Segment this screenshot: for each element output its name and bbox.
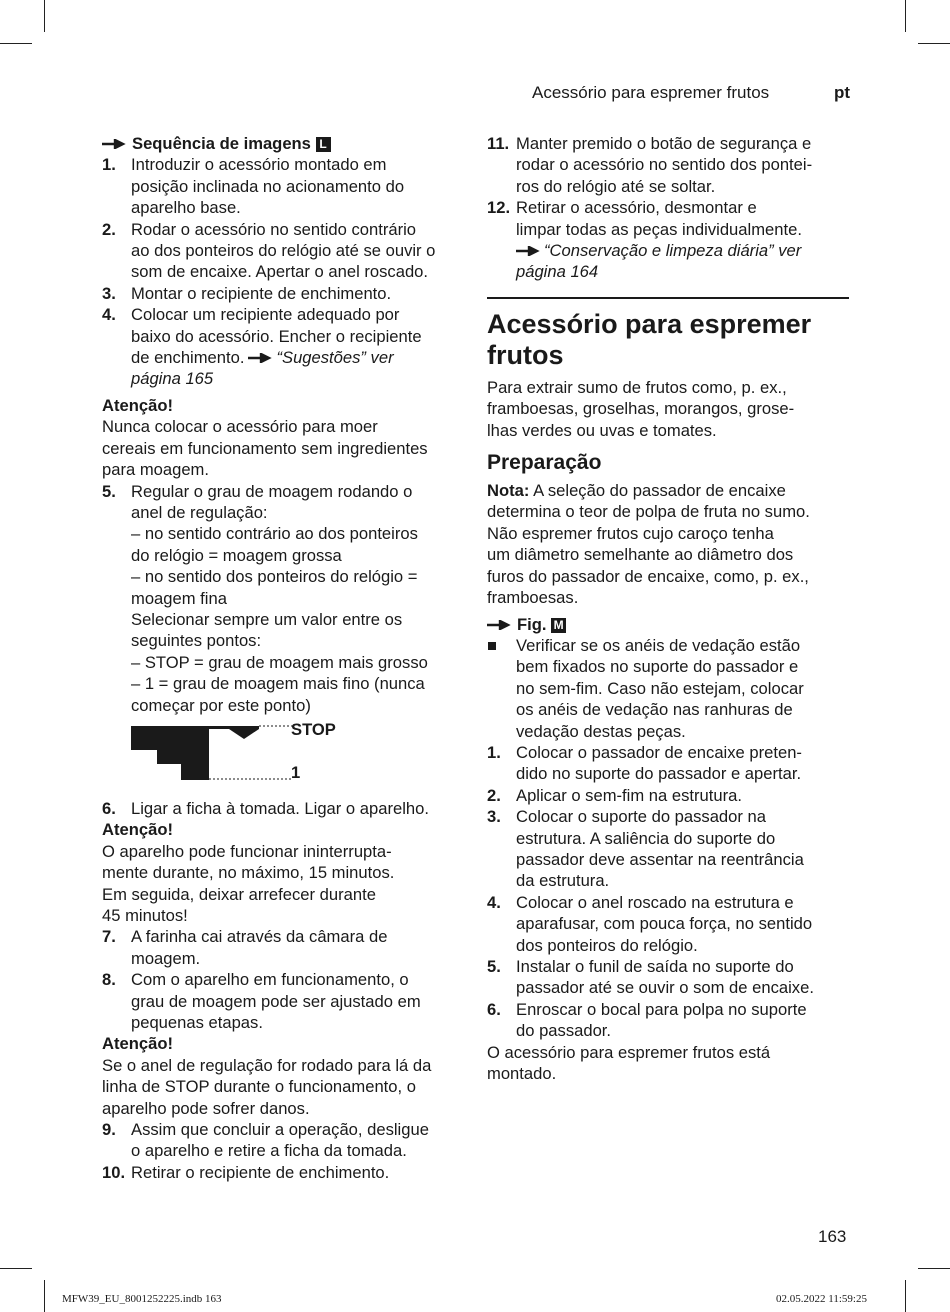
list-item [487, 956, 849, 999]
text-line: O aparelho pode funcionar ininterrupta- [102, 841, 392, 861]
figure-letter: L [316, 137, 331, 152]
step-number: 6. [487, 999, 501, 1019]
text-line: Colocar um recipiente adequado por [131, 305, 400, 325]
warning-text [102, 1055, 464, 1119]
step-text [131, 219, 464, 283]
text-line: para moagem. [102, 460, 209, 480]
cross-reference: página 165 [131, 369, 214, 389]
text-line: determina o teor de polpa de fruta no sumo. [487, 502, 810, 522]
bullet-text [516, 635, 849, 742]
text-line: estrutura. A saliência do suporte do [516, 828, 776, 848]
step-number: 5. [102, 481, 116, 501]
step-number: 8. [102, 970, 116, 990]
step-text [131, 969, 464, 1033]
text-line: A seleção do passador de encaixe [529, 481, 786, 501]
list-item [487, 197, 849, 283]
steps-list [487, 742, 849, 1042]
text-line: – no sentido contrário ao dos ponteiros [131, 524, 418, 544]
text-line: ros do relógio até se soltar. [516, 176, 716, 196]
text-line: Montar o recipiente de enchimento. [131, 283, 392, 303]
step-number: 3. [102, 283, 116, 303]
text-line: som de encaixe. Apertar o anel roscado. [131, 262, 429, 282]
text-line: do passador. [516, 1021, 612, 1041]
list-item [102, 969, 464, 1033]
step-text [516, 197, 849, 283]
text-line: aparelho pode sofrer danos. [102, 1098, 310, 1118]
text-line: o aparelho e retire a ficha da tomada. [131, 1141, 407, 1161]
warning-text [102, 841, 464, 927]
step-text [131, 926, 464, 969]
list-item [102, 481, 464, 716]
text-line: Instalar o funil de saída no suporte do [516, 957, 794, 976]
text-line: moagem fina [131, 588, 227, 608]
step-text [131, 1119, 464, 1162]
steps-list [102, 926, 464, 1033]
step-number: 2. [487, 785, 501, 805]
text-line: Para extrair sumo de frutos como, p. ex., [487, 377, 787, 397]
list-item [487, 806, 849, 892]
step-number: 1. [487, 742, 501, 762]
square-bullet-icon [488, 642, 496, 650]
step-text [516, 133, 849, 197]
step-text [131, 154, 464, 218]
step-text: Ligar a ficha à tomada. Ligar o aparelho. [131, 798, 429, 818]
text-line: moagem. [131, 948, 201, 968]
step-text [516, 785, 849, 806]
crop-mark [0, 1268, 32, 1269]
step-text [131, 481, 464, 716]
step-number: 5. [487, 957, 501, 976]
text-line: os anéis de vedação nas ranhuras de [516, 700, 793, 720]
text-line: do relógio = moagem grossa [131, 545, 342, 565]
text-line: furos do passador de encaixe, como, p. ex., [487, 566, 809, 586]
list-item [102, 283, 464, 304]
text-line: Verificar se os anéis de vedação estão [516, 635, 801, 655]
text-line: rodar o acessório no sentido dos pontei- [516, 155, 813, 175]
subsection-title: Preparação [487, 451, 602, 475]
steps-list [102, 1119, 464, 1183]
list-item [487, 133, 849, 197]
list-item [102, 1119, 464, 1162]
text-line: Nunca colocar o acessório para moer [102, 417, 378, 437]
text-line: Introduzir o acessório montado em [131, 155, 387, 175]
image-sequence-heading [102, 133, 464, 154]
step-number: 4. [487, 892, 501, 912]
text-line: bem fixados no suporte do passador e [516, 657, 799, 677]
text-line: Regular o grau de moagem rodando o [131, 481, 413, 501]
text-line: dos ponteiros do relógio. [516, 935, 698, 955]
header-title: Acessório para espremer frutos [532, 83, 770, 102]
text-line: mente durante, no máximo, 15 minutos. [102, 863, 395, 883]
warning-title: Atenção! [102, 820, 173, 840]
text-line: grau de moagem pode ser ajustado em [131, 991, 421, 1011]
step-number: 3. [487, 807, 501, 827]
arrow-right-icon [487, 614, 513, 630]
list-item [487, 785, 849, 806]
list-item [487, 742, 849, 785]
list-item [102, 798, 464, 819]
step-text [131, 283, 464, 304]
footer-date: 02.05.2022 11:59:25 [776, 1293, 867, 1305]
text-line: Se o anel de regulação for rodado para lá da [102, 1055, 432, 1075]
text-line: – STOP = grau de moagem mais grosso [131, 652, 428, 672]
note-paragraph [487, 480, 849, 608]
text-line: linha de STOP durante o funcionamento, o [102, 1077, 416, 1097]
arrow-right-icon [516, 240, 540, 261]
text-line: começar por este ponto) [131, 695, 311, 715]
cross-reference: “Conservação e limpeza diária” ver [544, 241, 802, 261]
crop-mark [918, 43, 950, 44]
step-number: 2. [102, 219, 116, 239]
grind-gauge-diagram [131, 719, 371, 788]
crop-mark [905, 0, 906, 32]
steps-list [102, 798, 464, 819]
right-column [487, 133, 849, 1084]
step-number: 10. [102, 1162, 126, 1182]
crop-mark [905, 1280, 906, 1312]
text-line: – no sentido dos ponteiros do relógio = [131, 567, 418, 587]
text-line: anel de regulação: [131, 502, 268, 522]
text-line: de enchimento. “Sugestões” ver [131, 348, 394, 368]
text-line: – 1 = grau de moagem mais fino (nunca [131, 674, 425, 694]
text-line: lhas verdes ou uvas e tomates. [487, 420, 717, 440]
text-line: Retirar o recipiente de enchimento. [131, 1162, 390, 1182]
text-line: framboesas. [487, 588, 579, 608]
running-header [532, 82, 850, 106]
warning-title: Atenção! [102, 1034, 173, 1054]
text-line: A farinha cai através da câmara de [131, 927, 388, 947]
text-line: um diâmetro semelhante ao diâmetro dos [487, 545, 794, 565]
step-number: 11. [487, 134, 510, 153]
fine-label: 1 [291, 762, 301, 782]
intro-text [487, 377, 849, 441]
crop-mark [918, 1268, 950, 1269]
language-code: pt [833, 83, 850, 102]
figure-letter: M [551, 618, 566, 633]
text-line: framboesas, groselhas, morangos, grose- [487, 399, 795, 419]
heading-text: Sequência de imagens [132, 134, 311, 153]
cross-reference: “Sugestões” ver [276, 348, 394, 368]
text-line: Colocar o anel roscado na estrutura e [516, 892, 794, 912]
step-number: 4. [102, 305, 116, 325]
text-line: baixo do acessório. Encher o recipiente [131, 326, 422, 346]
text-line: Assim que concluir a operação, desligue [131, 1120, 429, 1140]
text-line: posição inclinada no acionamento do [131, 176, 405, 196]
cross-reference: página 164 [516, 262, 599, 282]
text-line: Não espremer frutos cujo caroço tenha [487, 523, 774, 543]
heading-text: Fig. [517, 614, 547, 634]
figure-heading [487, 614, 849, 635]
step-text [516, 806, 849, 892]
stop-label: STOP [291, 719, 336, 739]
step-number: 9. [102, 1120, 116, 1140]
text-line: Selecionar sempre um valor entre os [131, 609, 403, 629]
section-title: Acessório para espremer frutos [487, 308, 812, 370]
page-number: 163 [818, 1227, 847, 1246]
text-line: aparafusar, com pouca força, no sentido [516, 914, 813, 934]
text-line: cereais em funcionamento sem ingredientes [102, 438, 428, 458]
note-label: Nota: [487, 481, 530, 501]
step-text [516, 742, 849, 785]
step-text [516, 999, 849, 1042]
text-line [516, 240, 849, 261]
list-item [102, 1162, 464, 1183]
bullet-item [487, 635, 849, 742]
arrow-right-icon [102, 133, 128, 149]
text-line: aparelho base. [131, 198, 241, 218]
text-line: Retirar o acessório, desmontar e [516, 198, 757, 218]
left-column [102, 133, 464, 1183]
list-item [102, 154, 464, 218]
step-number: 12. [487, 198, 511, 218]
text-line: limpar todas as peças individualmente. [516, 219, 802, 239]
note-text [487, 481, 849, 608]
list-item [102, 219, 464, 283]
steps-list [102, 154, 464, 389]
text-line: Enroscar o bocal para polpa no suporte [516, 999, 807, 1019]
text-line: Rodar o acessório no sentido contrário [131, 219, 417, 239]
warning-text [102, 416, 464, 480]
text-line: 45 minutos! [102, 906, 188, 925]
list-item [102, 926, 464, 969]
text-line: Colocar o passador de encaixe preten- [516, 742, 802, 762]
step-number: 1. [102, 155, 116, 175]
crop-mark [44, 0, 45, 32]
text-line: Manter premido o botão de segurança e [516, 134, 812, 153]
text-line: Colocar o suporte do passador na [516, 807, 766, 827]
list-item [487, 999, 849, 1042]
footer-file: MFW39_EU_8001252225.indb 163 [62, 1293, 222, 1305]
text-line: O acessório para espremer frutos está [487, 1042, 771, 1062]
step-text [131, 304, 464, 390]
list-item [487, 892, 849, 956]
text-line: da estrutura. [516, 871, 610, 891]
text-line: passador deve assentar na reentrância [516, 849, 804, 869]
step-number: 6. [102, 798, 116, 818]
text-line: pequenas etapas. [131, 1013, 263, 1033]
list-item [102, 304, 464, 390]
closing-text [487, 1042, 849, 1085]
arrow-right-icon [248, 347, 272, 368]
steps-list [102, 481, 464, 716]
text-line: passador até se ouvir o som de encaixe. [516, 978, 814, 998]
steps-list [487, 133, 849, 283]
text-line: vedação destas peças. [516, 721, 686, 741]
step-text [516, 956, 849, 999]
text-line: Com o aparelho em funcionamento, o [131, 970, 409, 990]
text-line: montado. [487, 1064, 557, 1084]
section-divider [487, 297, 849, 299]
text-line: no sem-fim. Caso não estejam, colocar [516, 678, 804, 698]
step-number: 7. [102, 927, 116, 947]
text-line: seguintes pontos: [131, 631, 262, 651]
text-line: Aplicar o sem-fim na estrutura. [516, 785, 742, 805]
text-line: Em seguida, deixar arrefecer durante [102, 884, 376, 904]
crop-mark [0, 43, 32, 44]
warning-title: Atenção! [102, 395, 173, 415]
crop-mark [44, 1280, 45, 1312]
text-line: dido no suporte do passador e apertar. [516, 764, 802, 784]
step-text [516, 892, 849, 956]
step-text [131, 1162, 464, 1183]
text-line: ao dos ponteiros do relógio até se ouvir o [131, 241, 436, 261]
